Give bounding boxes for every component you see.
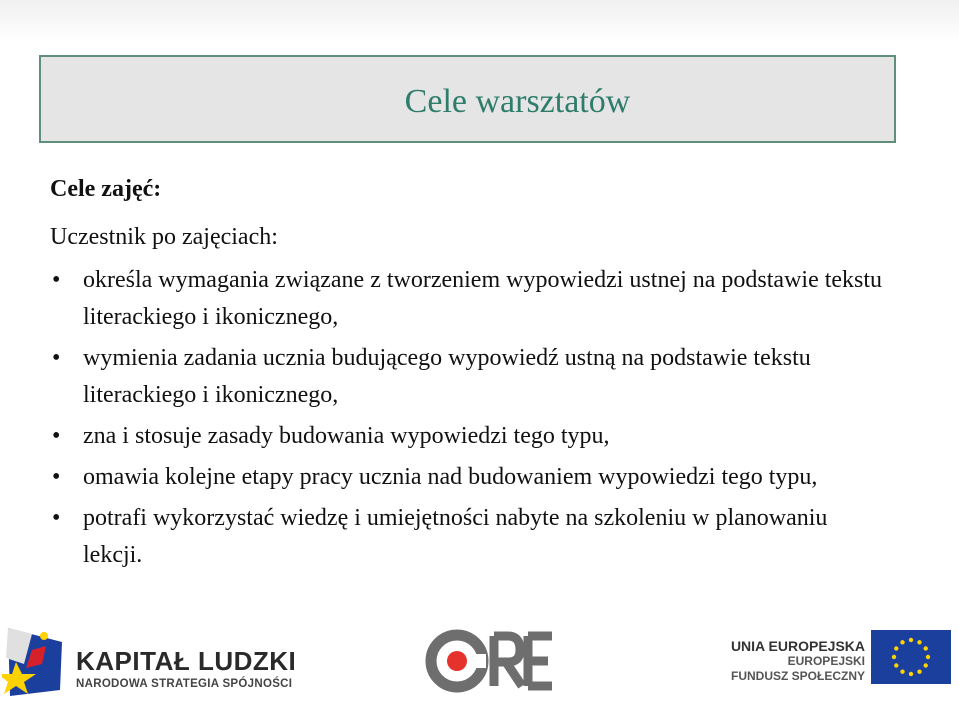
kapital-ludzki-title: KAPITAŁ LUDZKI	[76, 646, 297, 676]
eu-star	[924, 663, 928, 667]
eu-star	[926, 655, 930, 659]
bullet-icon: •	[52, 423, 61, 449]
slide-title: Cele warsztatów	[404, 83, 631, 120]
eu-star	[924, 646, 928, 650]
eu-subtitle-2: FUNDUSZ SPOŁECZNY	[730, 669, 865, 683]
list-item	[50, 500, 890, 574]
eu-subtitle-1: EUROPEJSKI	[787, 654, 865, 668]
kapital-ludzki-subtitle: NARODOWA STRATEGIA SPÓJNOŚCI	[76, 678, 293, 690]
list-item	[50, 340, 890, 414]
ore-logo-icon	[424, 628, 556, 694]
eu-star	[917, 670, 921, 674]
goals-heading: Cele zajęć:	[50, 176, 162, 202]
bullet-icon: •	[52, 505, 61, 531]
list-item	[50, 262, 890, 336]
list-item-text: potrafi wykorzystać wiedzę i umiejętności nabyte na szkoleniu w planowaniu lekcji.	[83, 505, 828, 568]
intro-text: Uczestnik po zajęciach:	[50, 224, 278, 250]
eu-title: UNIA EUROPEJSKA	[730, 638, 865, 654]
list-item	[50, 418, 890, 455]
goals-list	[50, 262, 890, 578]
eu-text	[731, 638, 865, 684]
eu-star	[892, 655, 896, 659]
eu-star	[917, 640, 921, 644]
list-item-text: wymienia zadania ucznia budującego wypowiedź ustną na podstawie tekstu literackiego i ikonicznego,	[83, 345, 811, 408]
list-item	[50, 459, 890, 496]
list-item-text: zna i stosuje zasady budowania wypowiedzi tego typu,	[83, 423, 610, 449]
eu-star	[900, 670, 904, 674]
title-box	[39, 55, 896, 143]
eu-star	[894, 646, 898, 650]
kapital-ludzki-logo-icon	[2, 624, 68, 696]
eu-star	[894, 663, 898, 667]
bullet-icon: •	[52, 464, 61, 490]
top-decorative-bar	[0, 0, 959, 42]
eu-star	[909, 638, 913, 642]
eu-star	[909, 672, 913, 676]
eu-star	[900, 640, 904, 644]
list-item-text: omawia kolejne etapy pracy ucznia nad budowaniem wypowiedzi tego typu,	[83, 464, 818, 490]
list-item-text: określa wymagania związane z tworzeniem wypowiedzi ustnej na podstawie tekstu literackiego i ikonicznego,	[83, 267, 883, 330]
footer-logos	[0, 618, 959, 705]
bullet-icon: •	[52, 267, 61, 293]
kapital-ludzki-text	[76, 648, 296, 690]
bullet-icon: •	[52, 345, 61, 371]
eu-flag-icon	[871, 630, 951, 684]
